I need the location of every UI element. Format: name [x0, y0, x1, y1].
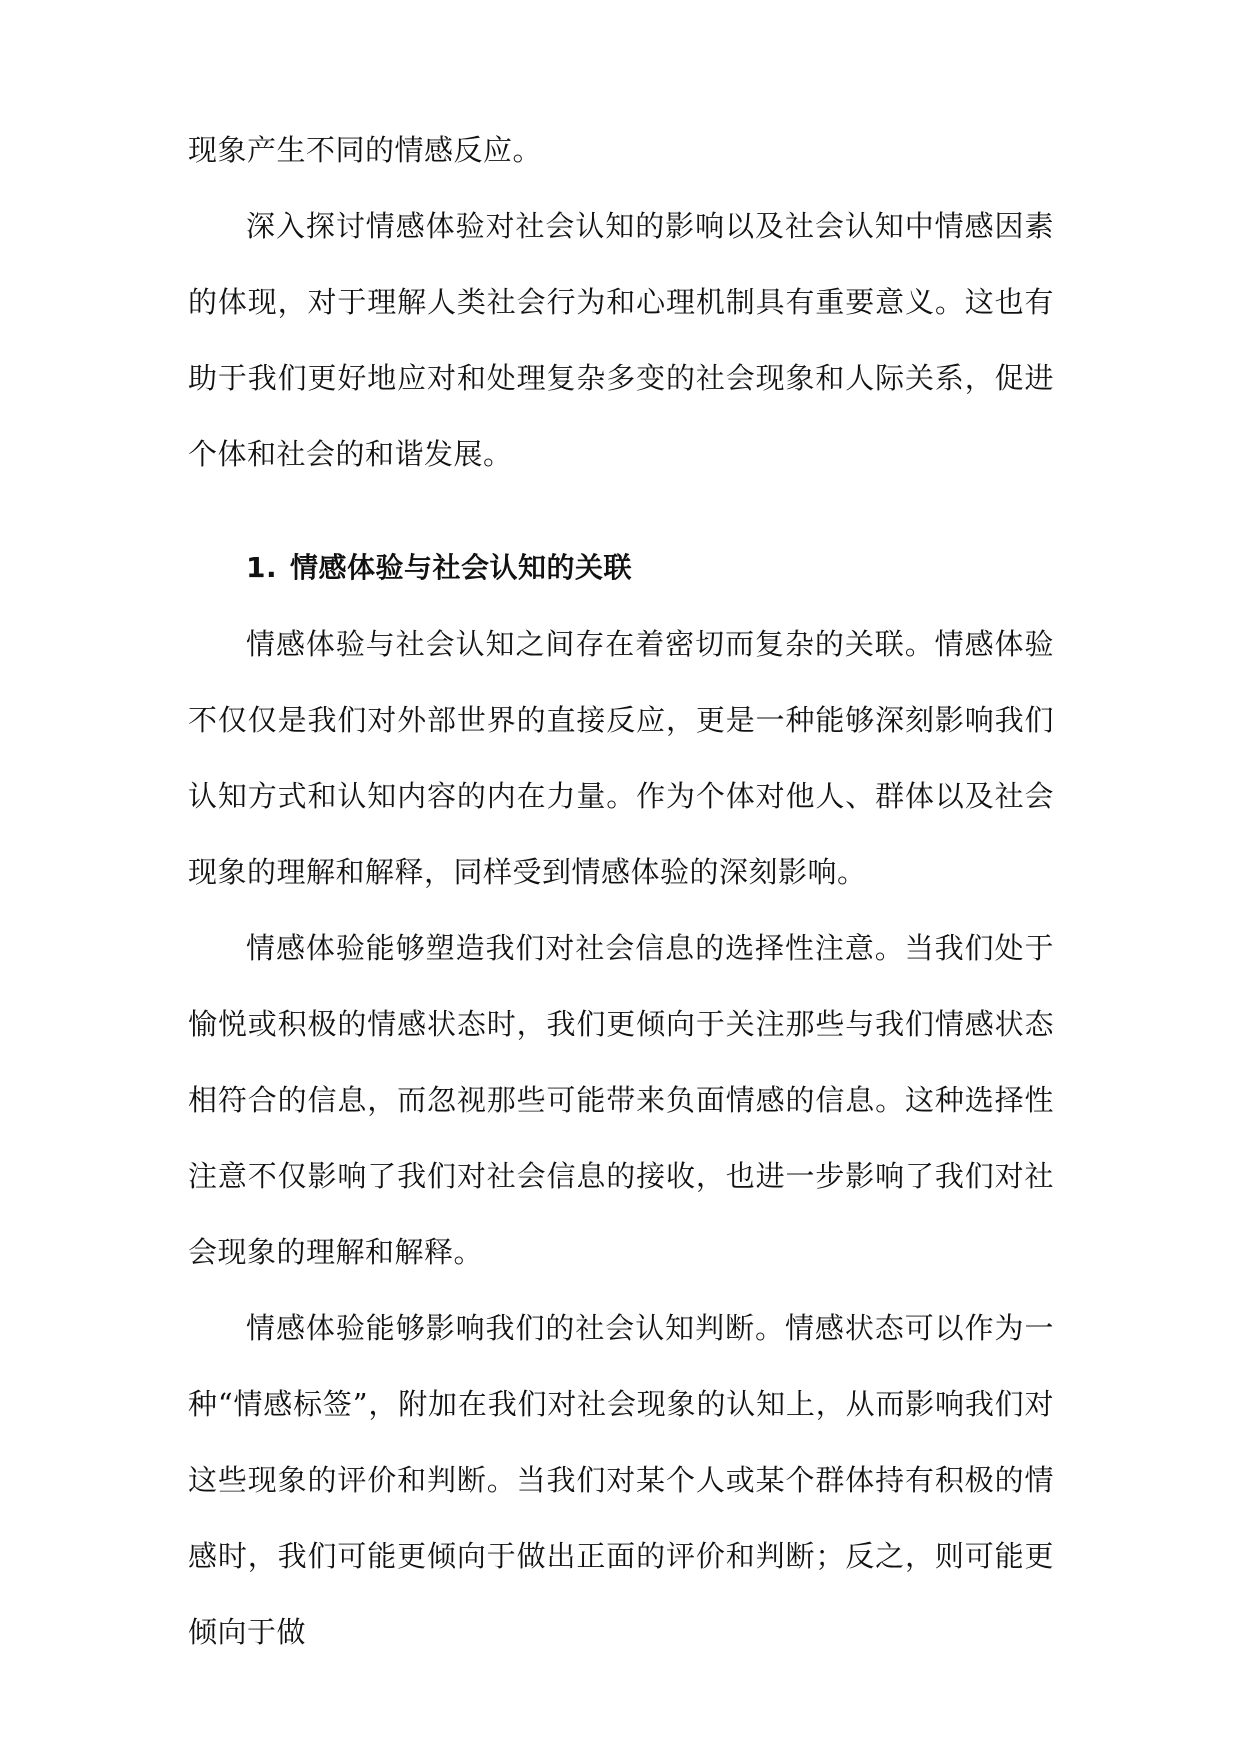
section-heading [188, 530, 1054, 606]
section-heading-number: 1. [246, 551, 278, 584]
paragraph-continuation: 现象产生不同的情感反应。 [188, 133, 543, 167]
body-text-top [188, 112, 1054, 1670]
paragraph-selective-attention: 情感体验能够塑造我们对社会信息的选择性注意。当我们处于愉悦或积极的情感状态时，我们更倾向于关注那些与我们情感状态相符合的信息，而忽视那些可能带来负面情感的信息。这种选择性注意不仅影响了我们对社会信息的接收，也进一步影响了我们对社会现象的理解和解释。 [188, 931, 1054, 1269]
section-heading-title: 情感体验与社会认知的关联 [290, 551, 633, 584]
paragraph-relation: 情感体验与社会认知之间存在着密切而复杂的关联。情感体验不仅仅是我们对外部世界的直接反应，更是一种能够深刻影响我们认知方式和认知内容的内在力量。作为个体对他人、群体以及社会现象的理解和解释，同样受到情感体验的深刻影响。 [188, 627, 1054, 889]
paragraph-judgment: 情感体验能够影响我们的社会认知判断。情感状态可以作为一种“情感标签”，附加在我们对社会现象的认知上，从而影响我们对这些现象的评价和判断。当我们对某个人或某个群体持有积极的情感时，我们可能更倾向于做出正面的评价和判断；反之，则可能更倾向于做 [188, 1311, 1054, 1649]
section-gap [188, 492, 1054, 530]
paragraph-significance: 深入探讨情感体验对社会认知的影响以及社会认知中情感因素的体现，对于理解人类社会行为和心理机制具有重要意义。这也有助于我们更好地应对和处理复杂多变的社会现象和人际关系，促进个体和社会的和谐发展。 [188, 209, 1054, 471]
